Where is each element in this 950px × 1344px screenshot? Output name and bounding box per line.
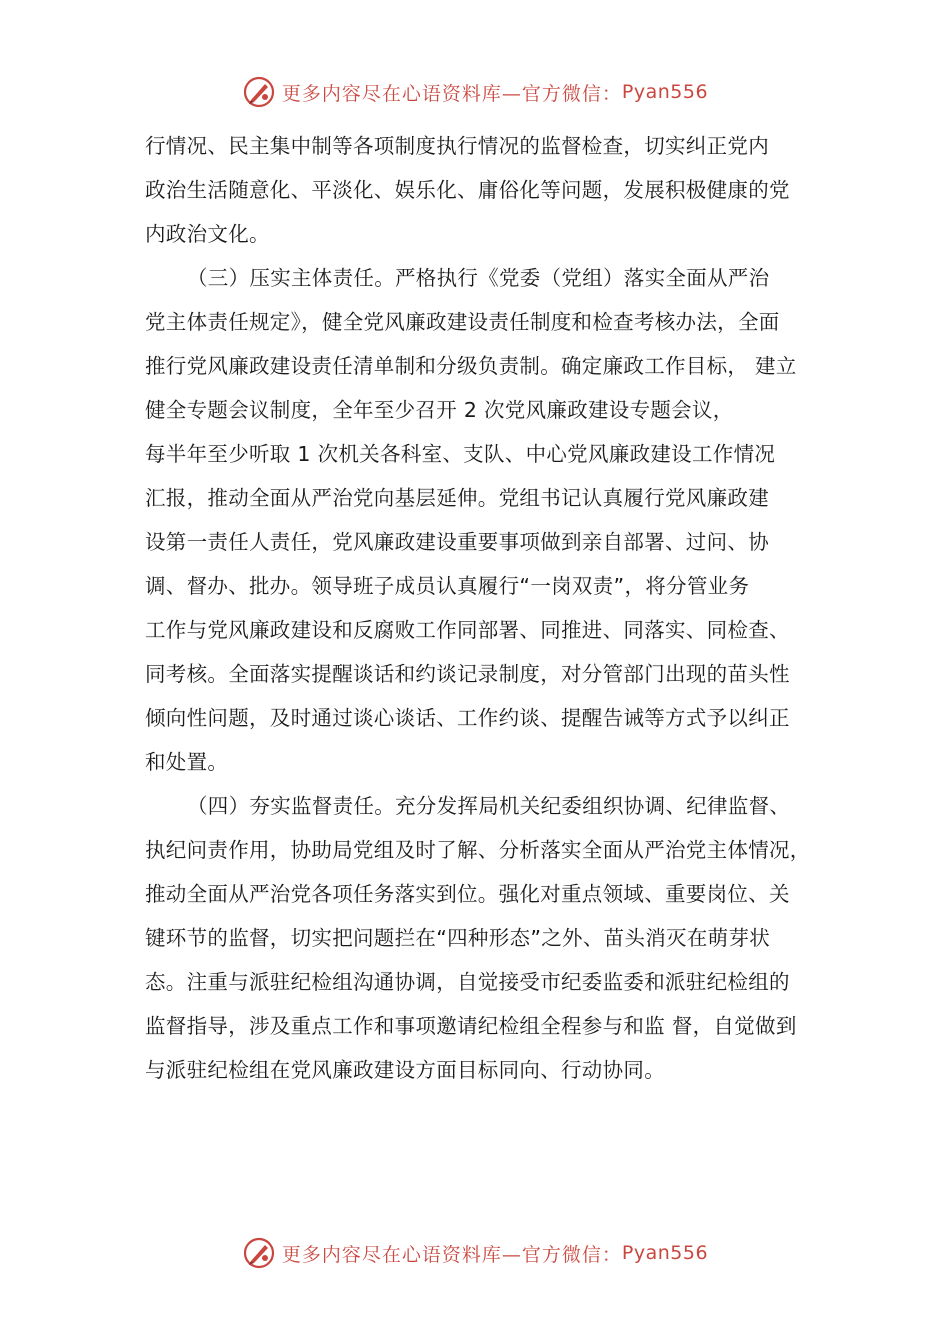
text-line: 同考核。全面落实提醒谈话和约谈记录制度，对分管部门出现的苗头性 (145, 662, 790, 686)
watermark-text: 更多内容尽在心语资料库—官方微信： (281, 1243, 622, 1266)
text-line: 推行党风廉政建设责任清单制和分级负责制。确定廉政工作目标， 建立 (145, 354, 797, 378)
paragraph-heading-line: （四）夯实监督责任。充分发挥局机关纪委组织协调、纪律监督、 (187, 794, 791, 818)
watermark-text: 更多内容尽在心语资料库—官方微信： (281, 82, 622, 105)
text-line: 健全专题会议制度，全年至少召开 2 次党风廉政建设专题会议， (145, 398, 734, 422)
paragraph-heading-line: （三）压实主体责任。严格执行《党委（党组）落实全面从严治 (187, 266, 770, 290)
pen-circle-icon (242, 1236, 276, 1270)
text-line: 汇报，推动全面从严治党向基层延伸。党组书记认真履行党风廉政建 (145, 486, 769, 510)
text-line: 执纪问责作用，协助局党组及时了解、分析落实全面从严治党主体情况， (145, 838, 811, 862)
watermark-header (0, 72, 950, 112)
text-line: 倾向性问题，及时通过谈心谈话、工作约谈、提醒告诫等方式予以纠正 (145, 706, 790, 730)
watermark-footer (0, 1233, 950, 1273)
text-line: 工作与党风廉政建设和反腐败工作同部署、同推进、同落实、同检查、 (145, 618, 790, 642)
text-line: 推动全面从严治党各项任务落实到位。强化对重点领域、重要岗位、关 (145, 882, 790, 906)
document-body (145, 124, 845, 1092)
text-line: 态。注重与派驻纪检组沟通协调，自觉接受市纪委监委和派驻纪检组的 (145, 970, 790, 994)
text-line: 调、督办、批办。领导班子成员认真履行“一岗双责”，将分管业务 (145, 574, 750, 598)
pen-circle-icon (242, 75, 276, 109)
text-line: 和处置。 (145, 750, 229, 774)
text-line: 内政治文化。 (145, 222, 270, 246)
text-line: 每半年至少听取 1 次机关各科室、支队、中心党风廉政建设工作情况 (145, 442, 776, 466)
text-line: 键环节的监督，切实把问题拦在“四种形态”之外、苗头消灭在萌芽状 (145, 926, 771, 950)
text-line: 监督指导，涉及重点工作和事项邀请纪检组全程参与和监 督，自觉做到 (145, 1014, 797, 1038)
text-line: 设第一责任人责任，党风廉政建设重要事项做到亲自部署、过问、协 (145, 530, 769, 554)
text-line: 与派驻纪检组在党风廉政建设方面目标同向、行动协同。 (145, 1058, 665, 1082)
watermark-wechat-id: Pyan556 (621, 1242, 709, 1264)
text-line: 党主体责任规定》，健全党风廉政建设责任制度和检查考核办法，全面 (145, 310, 780, 334)
text-line: 行情况、民主集中制等各项制度执行情况的监督检查，切实纠正党内 (145, 134, 769, 158)
text-line: 政治生活随意化、平淡化、娱乐化、庸俗化等问题，发展积极健康的党 (145, 178, 790, 202)
watermark-wechat-id: Pyan556 (621, 81, 709, 103)
